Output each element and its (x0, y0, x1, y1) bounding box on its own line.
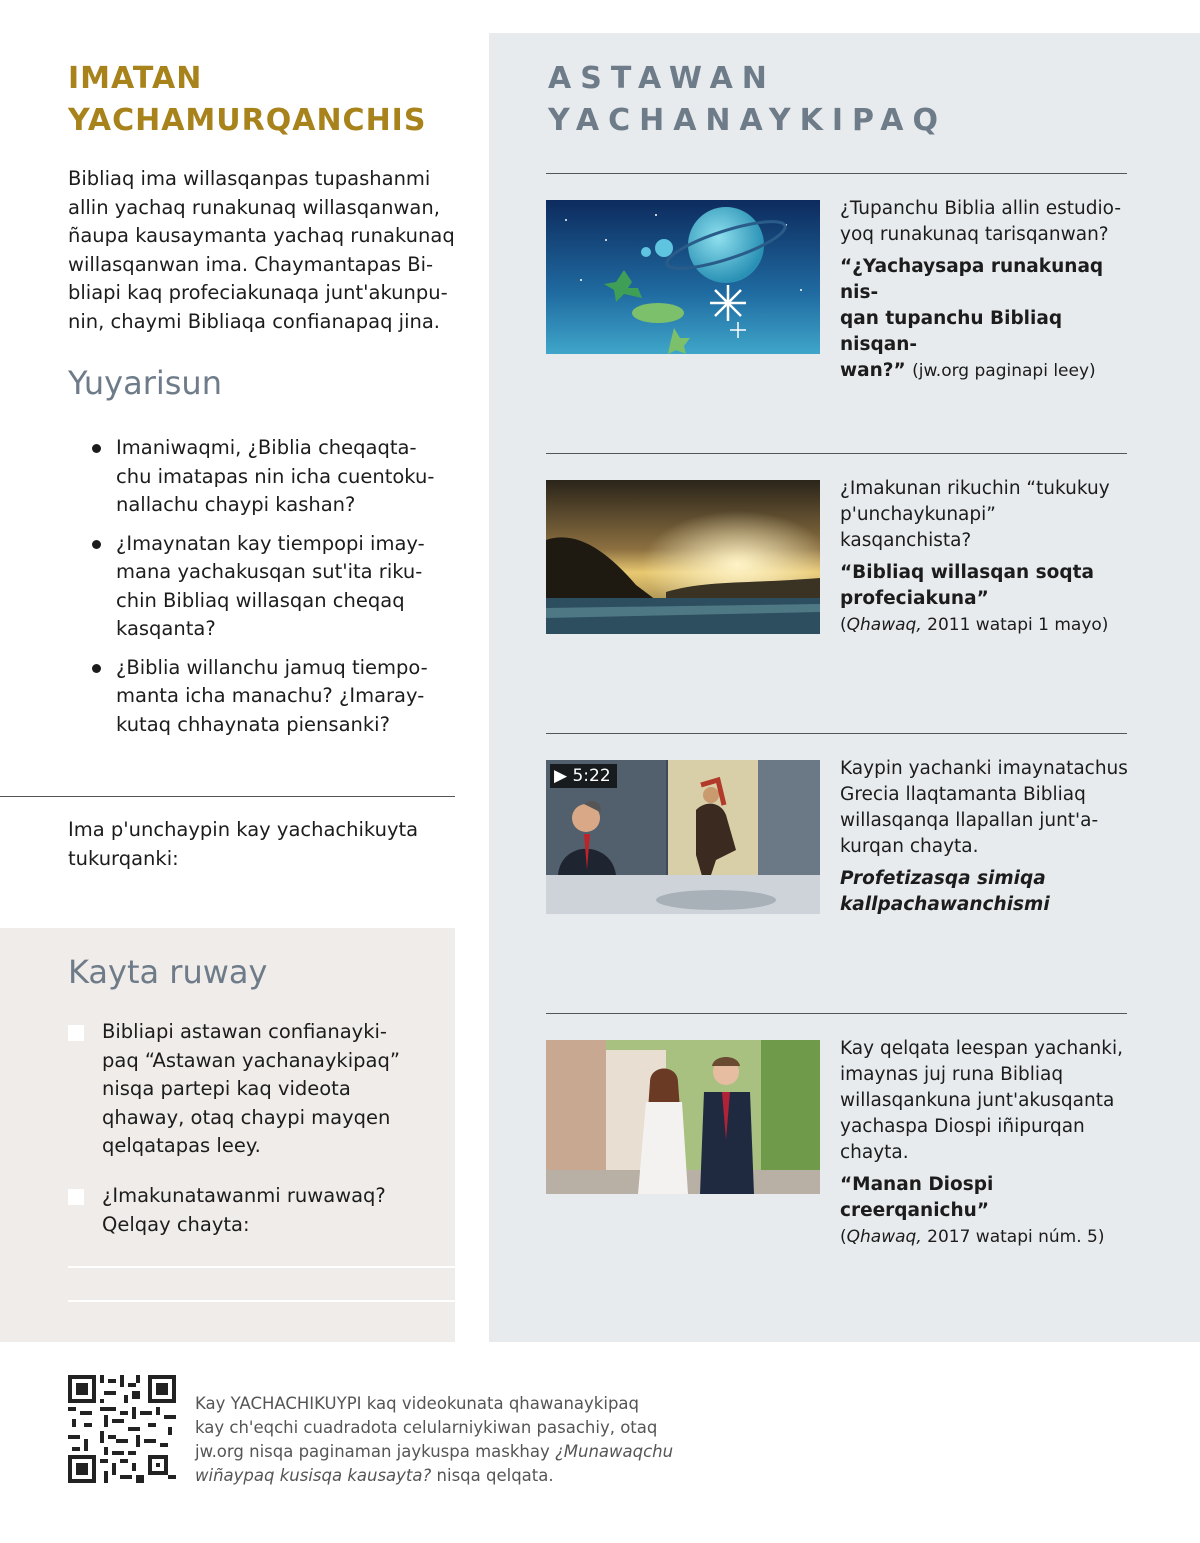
video-duration-badge (550, 764, 617, 788)
question-line: nallachu chaypi kashan? (116, 493, 356, 516)
intro-line: allin yachaq runakunaq willasqanwan, (68, 195, 440, 219)
section-title (68, 58, 468, 142)
resource-title-link[interactable] (840, 254, 1130, 384)
qr-code[interactable] (68, 1375, 176, 1483)
todo-item (68, 1182, 438, 1239)
duration-label: 5:22 (572, 766, 611, 786)
footer-line: kay ch'eqchi cuadradota celularniykiwan pasachiy, otaq (195, 1418, 658, 1437)
qr-code-icon (68, 1375, 176, 1483)
label-line: tukurqanki: (68, 846, 179, 870)
resource-question (840, 476, 1130, 554)
question-line: chu imatapas nin icha cuentoku- (116, 464, 435, 488)
question-line: yoq runakunaq tarisqanwan? (840, 224, 1109, 245)
resource-source: (Qhawaq, 2017 watapi núm. 5) (840, 1227, 1105, 1247)
title-line: kallpachawanchismi (840, 894, 1050, 915)
question-line: imaynas juj runa Bibliaq (840, 1064, 1064, 1085)
title-line1: ASTAWAN (548, 61, 776, 96)
publication-title: ¿Munawaqchu (555, 1442, 674, 1461)
resource-thumbnail[interactable] (546, 1040, 820, 1194)
question-line: manta icha manachu? ¿Imaray- (116, 684, 425, 707)
question-line: Imaniwaqmi, ¿Biblia cheqaqta- (116, 436, 417, 459)
divider (546, 733, 1127, 734)
resource-thumbnail[interactable] (546, 480, 820, 634)
question-line: Kaypin yachanki imaynatachus (840, 758, 1128, 779)
title-line: “¿Yachaysapa runakunaq nis- (840, 256, 1104, 303)
couple-image (546, 1040, 820, 1194)
question-line: mana yachakusqan sut'ita riku- (116, 560, 423, 583)
intro-line: Bibliaq ima willasqanpas tupashanmi (68, 167, 431, 190)
list-item (92, 530, 462, 644)
todo-heading: Kayta ruway (68, 953, 268, 991)
todo-line: qhaway, otaq chaypi mayqen (102, 1105, 391, 1129)
question-line: yachaspa Diospi iñipurqan (840, 1116, 1085, 1137)
question-line: Kay qelqata leespan yachanki, (840, 1038, 1123, 1059)
list-item (92, 434, 462, 520)
divider (546, 173, 1127, 174)
question-line: kutaq chhaynata piensanki? (116, 712, 390, 736)
checkbox[interactable] (68, 1189, 84, 1205)
bullet-icon (92, 444, 101, 453)
footer-line: nisqa qelqata. (431, 1466, 554, 1485)
question-line: willasqanqa llapallan junt'a- (840, 810, 1099, 831)
question-line: ¿Imaynatan kay tiempopi imay- (116, 531, 425, 555)
science-image (546, 200, 820, 354)
intro-line: bliapi kaq profeciakunaqa junt'akunpu- (68, 281, 448, 304)
title-line: Profetizasqa simiqa (840, 868, 1046, 889)
question-line: p'unchaykunapi” kasqanchista? (840, 504, 996, 551)
publication-name: Qhawaq, (846, 1227, 922, 1247)
title-line2: YACHANAYKIPAQ (548, 103, 947, 138)
writing-line[interactable] (68, 1266, 455, 1268)
play-icon: ▶ (554, 766, 568, 786)
question-line: chayta. (840, 1142, 909, 1163)
todo-text (102, 1182, 438, 1239)
section-title-line2: YACHAMURQANCHIS (68, 103, 427, 138)
label-line: Ima p'unchaypin kay yachachikuyta (68, 818, 419, 841)
divider (546, 1013, 1127, 1014)
footer-line: Kay YACHACHIKUYPI kaq videokunata qhawanaykipaq (195, 1394, 640, 1413)
title-line: qan tupanchu Bibliaq nisqan- (840, 308, 1063, 355)
intro-line: ñaupa kausaymanta yachaq runakunaq (68, 224, 455, 247)
publication-title: wiñaypaq kusisqa kausayta? (195, 1466, 432, 1485)
todo-line: nisqa partepi kaq videota (102, 1077, 351, 1100)
title-line: wan?” (840, 360, 906, 381)
question-line: ¿Biblia willanchu jamuq tiempo- (116, 655, 428, 679)
publication-issue: 2011 watapi 1 mayo) (927, 615, 1109, 635)
intro-line: willasqanwan ima. Chaymantapas Bi- (68, 252, 434, 276)
list-item (92, 654, 462, 740)
bullet-icon (92, 540, 101, 549)
landscape-image (546, 480, 820, 634)
resource-thumbnail[interactable] (546, 200, 820, 354)
divider (546, 453, 1127, 454)
todo-line: paq “Astawan yachanaykipaq” (102, 1048, 400, 1072)
further-reading-title (548, 58, 947, 142)
question-line: kurqan chayta. (840, 836, 979, 857)
footer-line: jw.org nisqa paginaman jaykuspa maskhay (195, 1442, 555, 1461)
resource-question (840, 1036, 1130, 1166)
title-line: “Manan Diospi creerqanichu” (840, 1174, 994, 1221)
section-title-line1: IMATAN (68, 61, 203, 96)
question-line: kasqanta? (116, 617, 216, 640)
writing-line[interactable] (68, 1300, 455, 1302)
video-thumbnail[interactable] (546, 760, 820, 914)
video-title-link[interactable] (840, 866, 1130, 918)
title-line: “Bibliaq willasqan soqta (840, 562, 1094, 583)
bullet-icon (92, 664, 101, 673)
intro-line: nin, chaymi Bibliaqa confianapaq jina. (68, 309, 440, 333)
todo-line: Qelqay chayta: (102, 1212, 250, 1236)
resource-question (840, 756, 1130, 860)
publication-name: Qhawaq, (846, 615, 922, 635)
resource-text (840, 756, 1130, 918)
todo-item (68, 1018, 438, 1161)
review-heading: Yuyarisun (68, 364, 222, 402)
review-questions (92, 434, 462, 749)
question-line: chin Bibliaq willasqan cheqaq (116, 588, 405, 612)
resource-question (840, 196, 1130, 248)
question-line: Grecia llaqtamanta Bibliaq (840, 784, 1086, 805)
resource-text (840, 1036, 1130, 1250)
resource-title-link[interactable] (840, 1172, 1130, 1224)
checkbox[interactable] (68, 1025, 84, 1041)
title-line: profeciakuna” (840, 588, 989, 609)
resource-source: (jw.org paginapi leey) (912, 361, 1096, 381)
resource-title-link[interactable] (840, 560, 1130, 612)
resource-text (840, 476, 1130, 638)
resource-source: (Qhawaq, 2011 watapi 1 mayo) (840, 615, 1109, 635)
question-line: willasqankuna junt'akusqanta (840, 1090, 1115, 1111)
resource-text (840, 196, 1130, 384)
todo-line: qelqatapas leey. (102, 1134, 261, 1157)
question-line: ¿Tupanchu Biblia allin estudio- (840, 198, 1121, 219)
todo-line: ¿Imakunatawanmi ruwawaq? (102, 1184, 386, 1207)
publication-issue: 2017 watapi núm. 5) (927, 1227, 1105, 1247)
divider (0, 796, 455, 797)
footer-instructions (195, 1392, 695, 1488)
intro-paragraph (68, 165, 463, 336)
todo-line: Bibliapi astawan confianayki- (102, 1020, 387, 1043)
todo-text (102, 1018, 438, 1161)
completion-date-label (68, 816, 448, 873)
question-line: ¿Imakunan rikuchin “tukukuy (840, 478, 1110, 499)
